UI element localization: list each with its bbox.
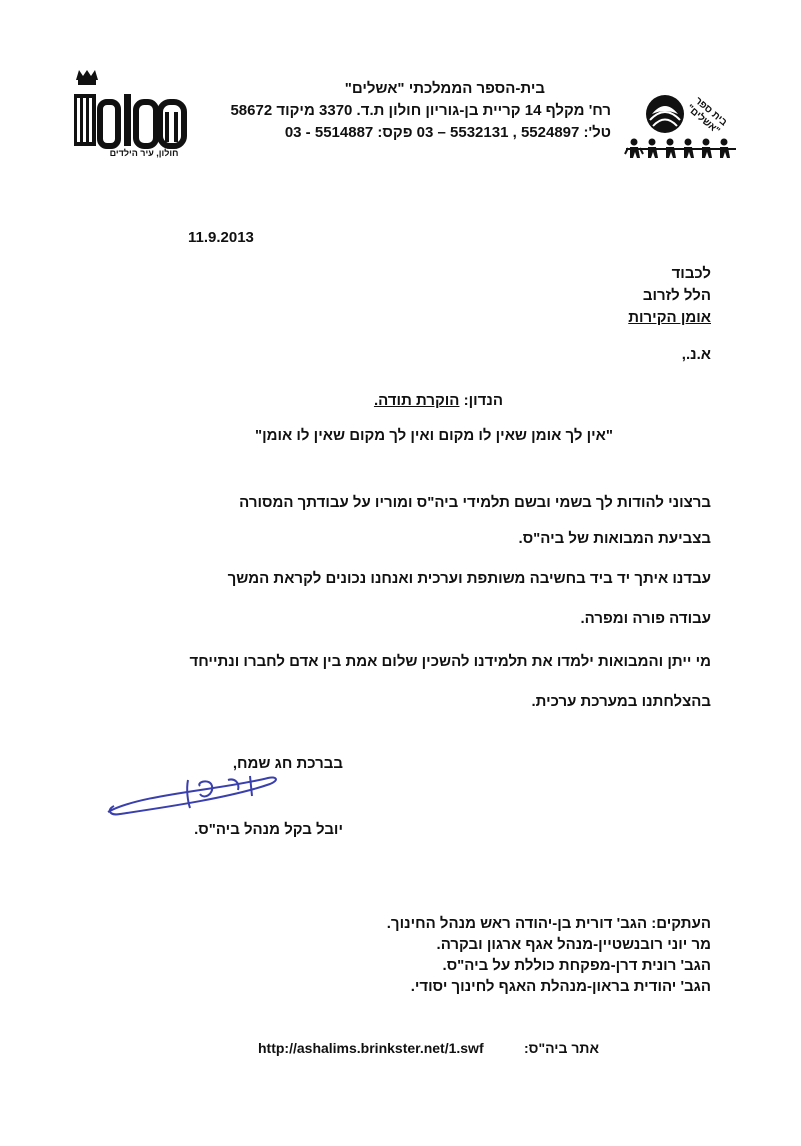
paragraph-line: עבדנו איתך יד ביד בחשיבה משותפת וערכית ואנחנו נכונים לקראת המשך — [227, 570, 711, 587]
paragraph-line: מי ייתן והמבואות ילמדו את תלמידנו להשכין שלום אמת בין אדם לחברו ונתייחד — [189, 653, 711, 670]
greeting: א.נ., — [681, 346, 711, 363]
school-logo — [620, 80, 742, 162]
closing: בברכת חג שמח, — [232, 755, 343, 772]
holon-city-logo — [70, 68, 188, 160]
subject-text: הוקרת תודה. — [373, 392, 460, 409]
subject-label: הנדון: — [463, 392, 503, 409]
footer-site-label: אתר ביה"ס: — [524, 1040, 599, 1056]
school-address: רח' מקלף 14 קריית בן-גוריון חולון ת.ד. 3370 מיקוד 58672 — [230, 102, 611, 119]
paragraph-line: בצביעת המבואות של ביה"ס. — [518, 530, 711, 547]
recipient-name: הלל לזרוב — [642, 287, 711, 304]
copy-line: מר יוני רובנשטיין-מנהל אגף ארגון ובקרה. — [436, 936, 711, 953]
recipient-honorific: לכבוד — [671, 265, 711, 282]
school-logo-text: בית ספר "אשלים" — [684, 95, 729, 137]
paragraph-line: ברצוני להודות לך בשמי ובשם תלמידי ביה"ס ומוריו על עבודתך המסורה — [239, 494, 711, 511]
letter-date: 11.9.2013 — [188, 229, 254, 246]
copy-line: הגב' יהודית בראון-מנהלת האגף לחינוך יסודי. — [410, 978, 711, 995]
subject-line — [374, 392, 503, 409]
school-name: בית-הספר הממלכתי "אשלים" — [344, 80, 545, 97]
quote: "אין לך אומן שאין לו מקום ואין לך מקום שאין לו אומן" — [254, 427, 613, 444]
copy-line: הגב' רונית דרן-מפקחת כוללת על ביה"ס. — [442, 957, 711, 974]
paragraph-line: עבודה פורה ומפרה. — [580, 610, 711, 627]
copy-line: העתקים: הגב' דורית בן-יהודה ראש מנהל החינוך. — [386, 915, 711, 932]
city-caption: חולון, עיר הילדים — [109, 148, 179, 158]
signatory-name: יובל בקל מנהל ביה"ס. — [194, 821, 343, 838]
school-phones: טל': 5524897 , 5532131 – 03 פקס: 5514887 - 03 — [284, 124, 611, 141]
handwritten-signature — [100, 760, 300, 830]
paragraph-line: בהצלחתנו במערכת ערכית. — [531, 693, 711, 710]
footer-url[interactable]: http://ashalims.brinkster.net/1.swf — [258, 1040, 484, 1056]
recipient-title: אומן הקירות — [628, 309, 711, 326]
